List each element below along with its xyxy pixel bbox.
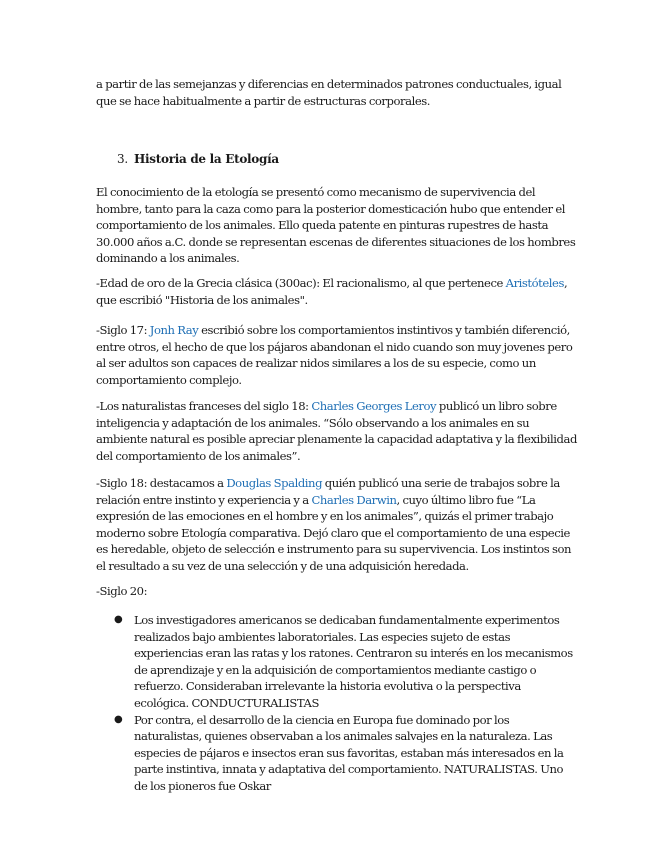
paragraph-text: -Edad de oro de la Grecia clásica (300ac): El racionalismo, al que pertenece	[96, 276, 506, 290]
bullet-icon: ●	[114, 713, 123, 725]
siglo20-bullet-list	[96, 612, 578, 795]
etologia-origin-paragraph: El conocimiento de la etología se presentó como mecanismo de supervivencia del hombre, tanto para la caza como para la posterior domesticación hubo que entender el comportamiento de los animales. Ello queda patente en pinturas rupestres de hasta 30.000 años a.C. donde se representan escenas de diferentes situaciones de los hombres dominando a los animales.	[96, 185, 576, 266]
paragraph-text: , cuyo último libro fue “La expresión de las emociones en el hombre y en los animales”, quizás el primer trabajo moderno sobre Etología comparativa. Dejó claro que el comportamiento de una especie es heredable, objeto de selección e instrumento para su supervivencia. Los instintos son el resultado a su vez de una selección y de una adquisición heredada.	[96, 492, 572, 573]
naturalistas-franceses-paragraph	[96, 398, 578, 464]
paragraph-text: , que escribió "Historia de los animales".	[96, 276, 568, 307]
list-item	[96, 612, 578, 712]
link-charles-georges-leroy[interactable]: Charles Georges Leroy	[311, 399, 437, 413]
paragraph-text: publicó un libro sobre inteligencia y adaptación de los animales. “Sólo observando a los animales en su ambiente natural es posible apreciar plenamente la capacidad adaptativa y la flexibilidad del comportamiento de los animales”.	[96, 399, 577, 463]
paragraph-text: escribió sobre los comportamientos instintivos y también diferenció, entre otros, el hecho de que los pájaros abandonan el nido cuando son muy jovenes pero al ser adultos son capaces de realizar nidos similares a los de su especie, como un comportamiento complejo.	[96, 323, 573, 387]
section-title: Historia de la Etología	[134, 152, 279, 166]
paragraph-text: -Los naturalistas franceses del siglo 18:	[96, 399, 312, 413]
list-item-text: Por contra, el desarrollo de la ciencia en Europa fue dominado por los naturalistas, quienes observaban a los animales salvajes en la naturaleza. Las especies de pájaros e insectos eran sus favoritas, estaban más interesados en la parte instintiva, innata y adaptativa del comportamiento. NATURALISTAS. Uno de los pioneros fue Oskar	[134, 712, 564, 793]
section-number: 3.	[117, 152, 128, 166]
siglo17-paragraph	[96, 322, 578, 388]
list-item-text: Los investigadores americanos se dedicaban fundamentalmente experimentos realizados bajo ambientes laboratoriales. Las especies sujeto de estas experiencias eran las ratas y los ratones. Centraron su interés en los mecanismos de aprendizaje y en la adquisición de comportamientos mediante castigo o refuerzo. Consideraban irrelevante la historia evolutiva o la perspectiva ecológica. CONDUCTURALISTAS	[134, 613, 573, 710]
siglo20-paragraph: -Siglo 20:	[96, 584, 148, 598]
link-aristoteles[interactable]: Aristóteles	[505, 276, 564, 290]
list-item	[96, 712, 578, 795]
grecia-paragraph	[96, 275, 578, 308]
section-heading	[117, 152, 279, 166]
link-charles-darwin[interactable]: Charles Darwin	[311, 492, 397, 507]
link-jonh-ray[interactable]: Jonh Ray	[149, 323, 199, 337]
paragraph-text: -Siglo 18: destacamos a	[96, 476, 227, 490]
paragraph-text: quién publicó una serie de trabajos sobre la relación entre instinto y experiencia y a	[96, 476, 560, 507]
paragraph-text: -Siglo 17:	[96, 323, 150, 337]
bullet-icon: ●	[114, 614, 123, 625]
siglo18-paragraph	[96, 475, 578, 575]
link-douglas-spalding[interactable]: Douglas Spalding	[226, 476, 323, 490]
intro-paragraph: a partir de las semejanzas y diferencias en determinados patrones conductuales, igual que se hace habitualmente a partir de estructuras corporales.	[96, 77, 562, 108]
